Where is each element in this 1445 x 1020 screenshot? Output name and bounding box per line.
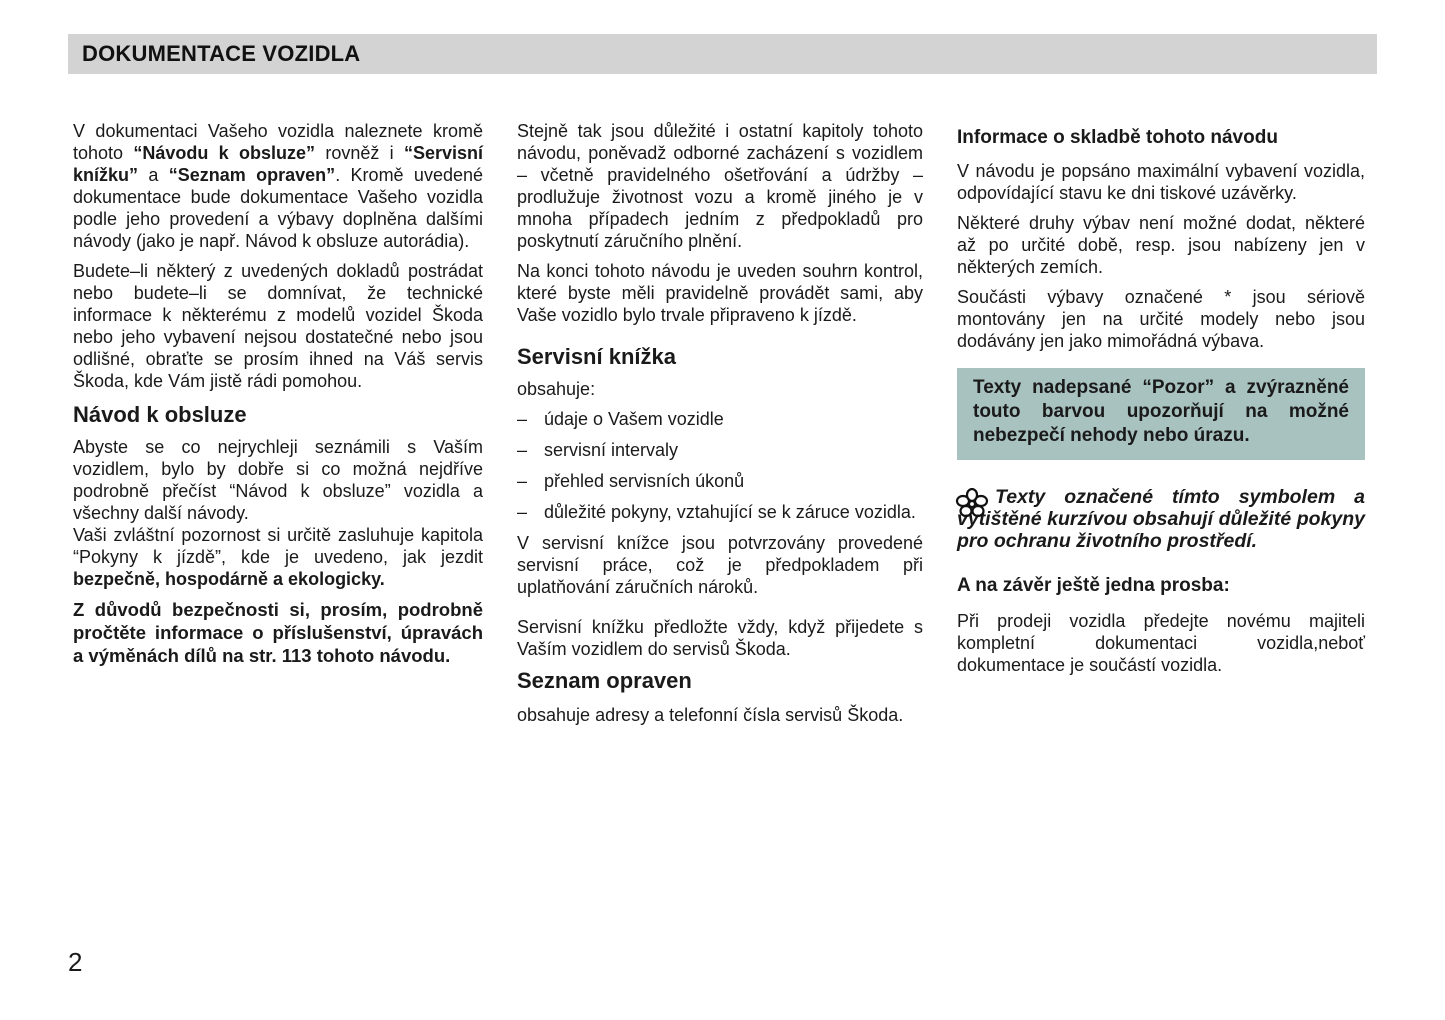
column-2 <box>517 120 923 734</box>
service-records-paragraph: V servisní knížce jsou potvrzovány provedené servisní práce, což je předpokladem při uplatňování záručních nároků. <box>517 533 923 597</box>
list-item: – důležité pokyny, vztahující se k záruce vozidla. <box>517 502 916 522</box>
column-3 <box>957 126 1365 684</box>
checks-summary-paragraph: Na konci tohoto návodu je uveden souhrn kontrol, které byste měli pravidelně provádět sami, aby Vaše vozidlo bylo trvale připraveno k jízdě. <box>517 261 923 325</box>
heading-navod-k-obsluze: Návod k obsluze <box>73 402 247 427</box>
contains-label: obsahuje: <box>517 379 596 399</box>
section-title: DOKUMENTACE VOZIDLA <box>82 41 361 66</box>
availability-paragraph: Některé druhy výbav není možné dodat, některé až po určité době, resp. jsou nabízeny jen v některých zemích. <box>957 213 1365 277</box>
driving-tips-paragraph: Vaši zvláštní pozornost si určitě zasluhuje kapitola “Pokyny k jízdě”, kde je uvedeno, jak jezdit bezpečně, hospodárně a ekologicky. <box>73 525 483 589</box>
list-item: – servisní intervaly <box>517 440 679 460</box>
environment-note <box>957 486 1365 552</box>
heading-servisni-knizka: Servisní knížka <box>517 344 676 369</box>
list-item: – přehled servisních úkonů <box>517 471 745 491</box>
flower-icon <box>955 488 989 518</box>
heading-informace-o-skladbe: Informace o skladbě tohoto návodu <box>957 127 1278 148</box>
column-1 <box>73 120 483 675</box>
service-book-list <box>517 408 923 523</box>
heading-seznam-opraven: Seznam opraven <box>517 668 692 693</box>
section-header <box>68 34 1377 74</box>
warning-text: Texty nadepsané “Pozor” a zvýrazněné touto barvou upozorňují na možné nebezpečí nehody nebo úrazu. <box>973 377 1349 446</box>
present-book-paragraph: Servisní knížku předložte vždy, když přijedete s Vaším vozidlem do servisů Škoda. <box>517 617 923 659</box>
intro-paragraph: V dokumentaci Vašeho vozidla naleznete kromě tohoto “Návodu k obsluze” rovněž i “Servisní knížku” a “Seznam opraven”. Kromě uvedené dokumentace bude dokumentace Vašeho vozidla podle jeho provedení a výbavy doplněna dalšími návody (jako je např. Návod k obsluze autorádia). <box>73 121 484 251</box>
environment-text: Texty označené tímto symbolem a vytištěné kurzívou obsahují důležité pokyny pro ochranu životního prostředí. <box>957 486 1365 552</box>
missing-documents-paragraph: Budete–li některý z uvedených dokladů postrádat nebo budete–li se domnívat, že technické informace k některému z modelů vozidel Škoda nebo jeho vybavení nejsou dostatečné nebo jsou odlišné, obraťte se prosím ihned na Váš servis Škoda, kde Vám jistě rádi pomohou. <box>73 261 483 391</box>
page-number: 2 <box>68 947 83 977</box>
sale-paragraph: Při prodeji vozidla předejte novému majiteli kompletní dokumentaci vozidla,neboť dokumentace je součástí vozidla. <box>957 611 1365 675</box>
heading-prosba: A na závěr ještě jedna prosba: <box>957 575 1230 596</box>
safety-paragraph: Z důvodů bezpečnosti si, prosím, podrobně pročtěte informace o příslušenství, úpravách a výměnách dílů na str. 113 tohoto návodu. <box>73 599 483 666</box>
other-chapters-paragraph: Stejně tak jsou důležité i ostatní kapitoly tohoto návodu, poněvadž odborné zacházení s vozidlem – včetně pravidelného ošetřování a údržby – prodlužuje životnost vozu a kromě jiného je v mnoha případech jedním z předpokladů pro poskytnutí záručního plnění. <box>517 121 923 251</box>
workshop-list-paragraph: obsahuje adresy a telefonní čísla servisů Škoda. <box>517 705 904 725</box>
list-item: – údaje o Vašem vozidle <box>517 409 724 429</box>
warning-box <box>957 368 1365 460</box>
read-manual-paragraph: Abyste se co nejrychleji seznámili s Vaším vozidlem, bylo by dobře si co možná nejdříve podrobně přečíst “Návod k obsluze” vozidla a všechny další návody. <box>73 437 483 523</box>
max-equipment-paragraph: V návodu je popsáno maximální vybavení vozidla, odpovídající stavu ke dni tiskové uzávěrky. <box>957 161 1365 203</box>
optional-equipment-paragraph: Součásti výbavy označené * jsou sériově montovány jen na určité modely nebo jsou dodávány jen jako mimořádná výbava. <box>957 287 1365 351</box>
